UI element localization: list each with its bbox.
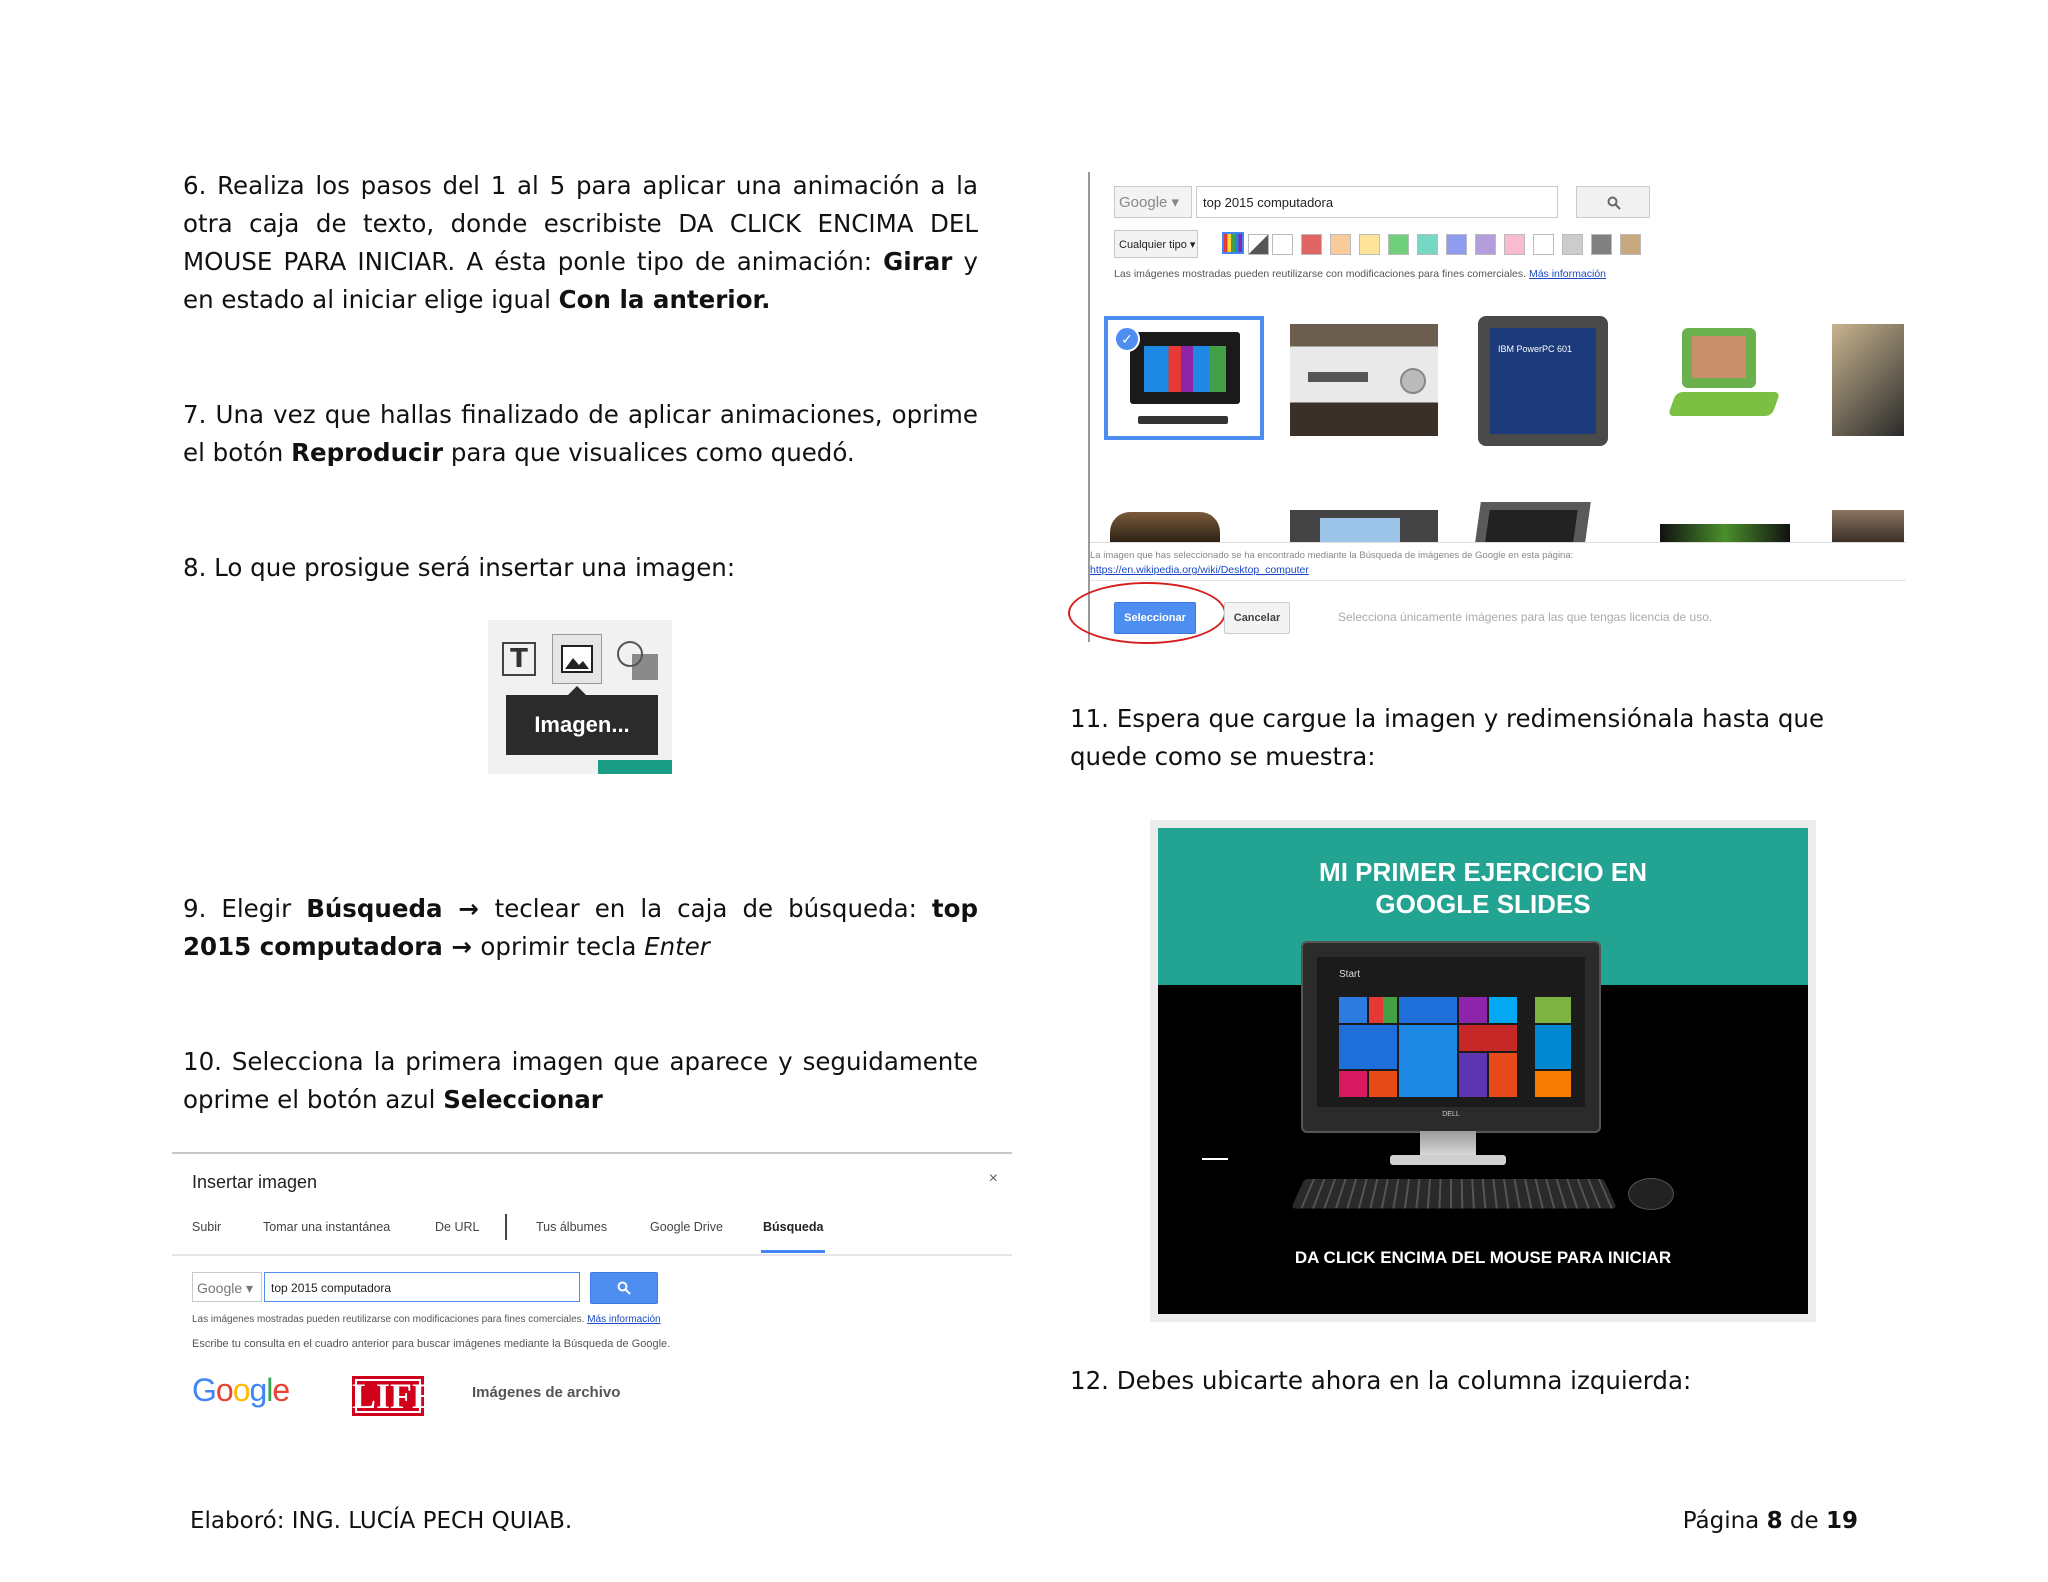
- more-info-link[interactable]: Más información: [1528, 268, 1606, 280]
- paragraph-step-12: 12. Debes ubicarte ahora en la columna izquierda:: [1070, 1366, 1692, 1395]
- tab-google-drive[interactable]: Google Drive: [650, 1220, 723, 1234]
- result-thumbnail-laptop[interactable]: [1660, 320, 1790, 440]
- search-icon: [1607, 196, 1621, 210]
- search-input[interactable]: top 2015 computadora: [264, 1272, 580, 1302]
- select-highlight-circle: [1068, 582, 1226, 644]
- monitor-stand: [1420, 1131, 1476, 1157]
- paragraph-step-9: 9. Elegir Búsqueda → teclear en la caja de búsqueda: top 2015 computadora → oprimir tecla Enter: [183, 894, 979, 961]
- found-url-link[interactable]: https://en.wikipedia.org/wiki/Desktop_computer: [1090, 564, 1309, 576]
- monitor-screen: Start: [1317, 957, 1585, 1107]
- slide-dash: [1202, 1158, 1228, 1160]
- paragraph-step-11: 11. Espera que cargue la imagen y redimensiónala hasta que quede como se muestra:: [1070, 704, 1825, 771]
- google-search-prefix[interactable]: Google ▾: [1114, 186, 1192, 218]
- stock-images-label[interactable]: Imágenes de archivo: [472, 1384, 621, 1401]
- color-swatch[interactable]: [1533, 234, 1554, 255]
- paragraph-step-7: 7. Una vez que hallas finalizado de aplicar animaciones, oprime el botón Reproducir para que visualices como quedó.: [183, 400, 978, 467]
- color-swatch[interactable]: [1388, 234, 1409, 255]
- tooltip-arrow: [568, 686, 586, 695]
- textbox-icon: T: [502, 642, 536, 676]
- google-logo: Google: [192, 1372, 290, 1408]
- tab-busqueda[interactable]: Búsqueda: [763, 1220, 824, 1234]
- results-divider: [1090, 542, 1906, 543]
- tab-albumes[interactable]: Tus álbumes: [536, 1220, 608, 1234]
- footer-author: Elaboró: ING. LUCÍA PECH QUIAB.: [190, 1508, 573, 1534]
- arrow-icon: →: [442, 932, 481, 961]
- color-swatch[interactable]: [1562, 234, 1583, 255]
- color-swatch[interactable]: [1620, 234, 1641, 255]
- life-logo: LIFE: [352, 1376, 437, 1416]
- cancel-button[interactable]: Cancelar: [1224, 602, 1290, 634]
- slide-preview: [1150, 820, 1816, 1322]
- select-button[interactable]: Seleccionar: [1114, 602, 1196, 634]
- result-thumbnail[interactable]: [1660, 524, 1790, 542]
- result-thumbnail-selected[interactable]: [1104, 316, 1264, 440]
- paragraph-step-8: 8. Lo que prosigue será insertar una imagen:: [183, 553, 736, 582]
- tab-instantanea[interactable]: Tomar una instantánea: [263, 1220, 391, 1234]
- tooltip-imagen: Imagen...: [506, 695, 658, 755]
- tab-url[interactable]: De URL: [435, 1220, 480, 1234]
- slide-title: MI PRIMER EJERCICIO EN GOOGLE SLIDES: [1319, 857, 1647, 919]
- slide-bottom-text: DA CLICK ENCIMA DEL MOUSE PARA INICIAR: [1294, 1248, 1672, 1267]
- type-filter-dropdown[interactable]: Cualquier tipo ▾: [1114, 230, 1198, 258]
- tile-grid: [1339, 997, 1579, 1097]
- color-swatch[interactable]: [1417, 234, 1438, 255]
- license-note: Las imágenes mostradas pueden reutilizarse con modificaciones para fines comerciales. Más información: [1114, 268, 1606, 280]
- color-swatch[interactable]: [1301, 234, 1322, 255]
- found-note: La imagen que has seleccionado se ha encontrado mediante la Búsqueda de imágenes de Google en esta página:: [1090, 550, 1574, 561]
- result-thumbnail[interactable]: [1475, 502, 1591, 542]
- footer-divider: [1090, 580, 1906, 581]
- result-thumbnail[interactable]: [1832, 324, 1904, 436]
- paragraph-step-6: 6. Realiza los pasos del 1 al 5 para aplicar una animación a la otra caja de texto, donde escribiste DA CLICK ENCIMA DEL MOUSE PARA INICIAR. A ésta ponle tipo de animación: Girar y en estado al iniciar elige igual Con la anterior.: [183, 171, 978, 314]
- color-swatch[interactable]: [1330, 234, 1351, 255]
- keyboard: [1291, 1179, 1617, 1208]
- color-filter-all[interactable]: [1222, 232, 1244, 254]
- license-note: Las imágenes mostradas pueden reutilizarse con modificaciones para fines comerciales. Más información: [192, 1314, 661, 1325]
- license-hint: Selecciona únicamente imágenes para las que tengas licencia de uso.: [1338, 610, 1713, 624]
- monitor-base: [1390, 1155, 1506, 1165]
- slide-thumb-strip: [598, 760, 672, 774]
- dialog-title: Insertar imagen: [192, 1172, 318, 1192]
- shape-icon: [614, 640, 664, 690]
- toolbar-image-figure: [488, 620, 672, 774]
- monitor: [1301, 941, 1601, 1133]
- result-thumbnail-chip[interactable]: [1478, 316, 1608, 446]
- monitor: [1130, 332, 1240, 404]
- insert-image-dialog: [172, 1152, 1012, 1424]
- google-search-prefix[interactable]: Google ▾: [192, 1272, 262, 1302]
- dialog-tabs: [172, 1212, 1012, 1256]
- image-icon: [561, 645, 593, 673]
- search-hint: Escribe tu consulta en el cuadro anterior para buscar imágenes mediante la Búsqueda de Google.: [192, 1338, 671, 1350]
- result-thumbnail[interactable]: [1290, 510, 1438, 542]
- tab-subir[interactable]: Subir: [192, 1220, 222, 1234]
- close-icon[interactable]: ×: [988, 1170, 998, 1187]
- tab-underline: [761, 1250, 825, 1253]
- checkmark-icon: ✓: [1114, 326, 1140, 352]
- search-button[interactable]: [1576, 186, 1650, 218]
- color-swatch[interactable]: [1446, 234, 1467, 255]
- color-swatch[interactable]: [1272, 234, 1293, 255]
- paragraph-step-10: 10. Selecciona la primera imagen que aparece y seguidamente oprime el botón azul Seleccionar: [183, 1047, 978, 1114]
- image-search-results-panel: [1088, 172, 1906, 642]
- arrow-icon: →: [442, 894, 495, 923]
- color-swatch[interactable]: [1359, 234, 1380, 255]
- tab-divider: [505, 1214, 507, 1240]
- color-swatch[interactable]: [1591, 234, 1612, 255]
- mouse: [1628, 1178, 1674, 1210]
- result-thumbnail[interactable]: [1832, 510, 1904, 542]
- result-thumbnail[interactable]: [1290, 324, 1438, 436]
- search-icon: [617, 1281, 631, 1295]
- chip-label: IBM PowerPC 601: [1498, 344, 1573, 354]
- result-thumbnail[interactable]: [1110, 512, 1220, 542]
- keyboard: [1138, 416, 1228, 424]
- image-button[interactable]: [552, 634, 602, 684]
- footer-page-number: Página 8 de 19: [1682, 1508, 1858, 1534]
- color-filter-bw[interactable]: [1248, 234, 1269, 255]
- more-info-link[interactable]: Más información: [587, 1314, 661, 1325]
- brand-label: DELL: [1442, 1111, 1460, 1118]
- color-swatch[interactable]: [1504, 234, 1525, 255]
- color-swatch[interactable]: [1475, 234, 1496, 255]
- search-input[interactable]: top 2015 computadora: [1196, 186, 1558, 218]
- search-button[interactable]: [590, 1272, 658, 1304]
